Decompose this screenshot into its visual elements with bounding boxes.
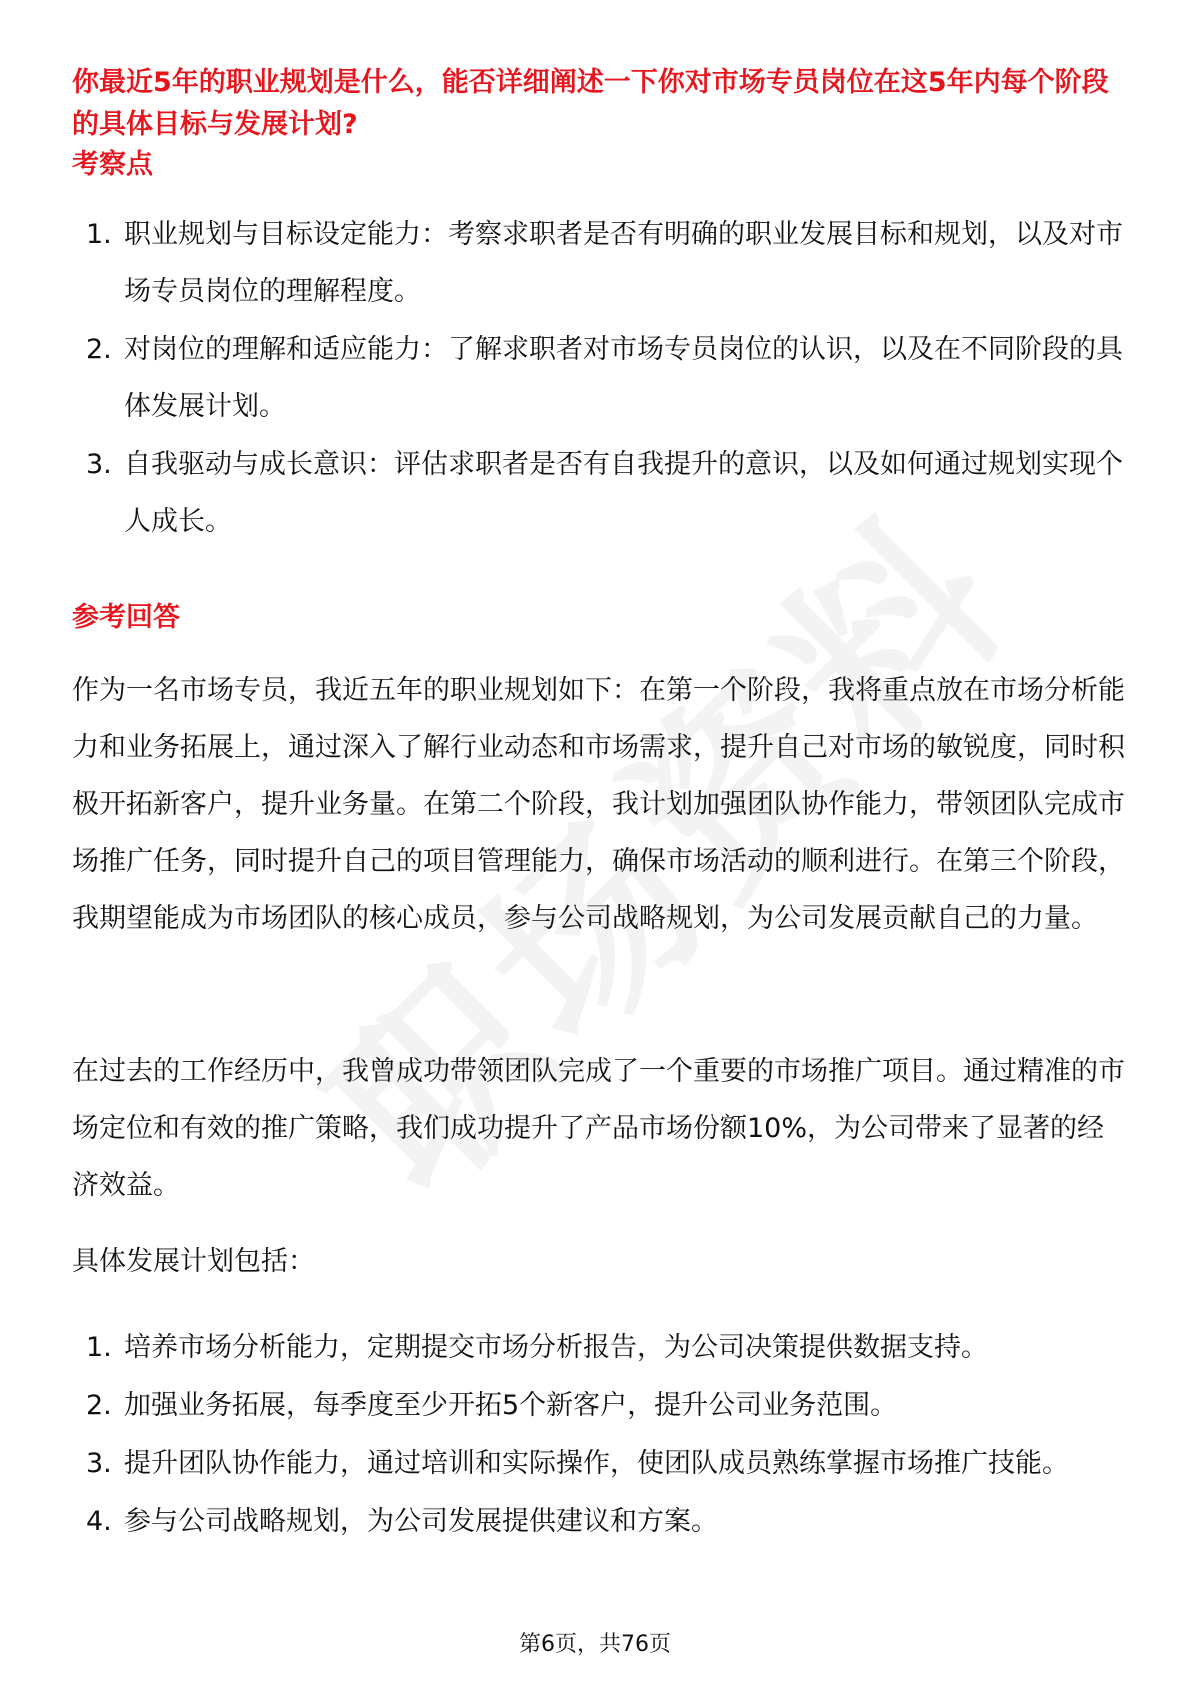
list-item-text: 提升团队协作能力，通过培训和实际操作，使团队成员熟练掌握市场推广技能。 bbox=[124, 1448, 1069, 1479]
answer-paragraph-1: 作为一名市场专员，我近五年的职业规划如下：在第一个阶段，我将重点放在市场分析能力和业务拓展上，通过深入了解行业动态和市场需求，提升自己对市场的敏锐度，同时积极开拓新客户，提升业务量。在第二个阶段，我计划加强团队协作能力，带领团队完成市场推广任务，同时提升自己的项目管理能力，确保市场活动的顺利进行。在第三个阶段，我期望能成为市场团队的核心成员，参与公司战略规划，为公司发展贡献自己的力量。 bbox=[72, 675, 1125, 934]
question-title: 你最近5年的职业规划是什么，能否详细阐述一下你对市场专员岗位在这5年内每个阶段的具体目标与发展计划? bbox=[72, 67, 1109, 140]
page-footer: 第6页，共76页 bbox=[519, 1632, 671, 1657]
list-item bbox=[72, 206, 1132, 320]
plan-list bbox=[72, 1319, 1132, 1551]
list-item-number: 2. bbox=[86, 334, 112, 365]
answer-paragraph-2: 在过去的工作经历中，我曾成功带领团队完成了一个重要的市场推广项目。通过精准的市场定位和有效的推广策略，我们成功提升了产品市场份额10%，为公司带来了显著的经济效益。 bbox=[72, 1056, 1125, 1201]
list-item-number: 1. bbox=[86, 1332, 112, 1363]
list-item-number: 3. bbox=[86, 1448, 112, 1479]
list-item-text: 对岗位的理解和适应能力：了解求职者对市场专员岗位的认识，以及在不同阶段的具体发展计划。 bbox=[124, 334, 1123, 422]
list-item bbox=[72, 1435, 1132, 1492]
assessment-heading: 考察点 bbox=[72, 149, 153, 180]
reference-heading: 参考回答 bbox=[72, 602, 180, 633]
list-item bbox=[72, 321, 1132, 435]
list-item-number: 4. bbox=[86, 1506, 112, 1537]
list-item bbox=[72, 1377, 1132, 1434]
list-item bbox=[72, 436, 1132, 550]
list-item-text: 培养市场分析能力，定期提交市场分析报告，为公司决策提供数据支持。 bbox=[124, 1332, 988, 1363]
list-item bbox=[72, 1319, 1132, 1376]
list-item-number: 3. bbox=[86, 449, 112, 480]
list-item-text: 参与公司战略规划，为公司发展提供建议和方案。 bbox=[124, 1506, 718, 1537]
plan-intro: 具体发展计划包括： bbox=[72, 1246, 315, 1277]
assessment-list bbox=[72, 206, 1132, 551]
list-item-number: 1. bbox=[86, 219, 112, 250]
list-item bbox=[72, 1493, 1132, 1550]
list-item-number: 2. bbox=[86, 1390, 112, 1421]
list-item-text: 职业规划与目标设定能力：考察求职者是否有明确的职业发展目标和规划，以及对市场专员岗位的理解程度。 bbox=[124, 219, 1123, 307]
list-item-text: 自我驱动与成长意识：评估求职者是否有自我提升的意识，以及如何通过规划实现个人成长。 bbox=[124, 449, 1123, 537]
list-item-text: 加强业务拓展，每季度至少开拓5个新客户，提升公司业务范围。 bbox=[124, 1390, 898, 1421]
